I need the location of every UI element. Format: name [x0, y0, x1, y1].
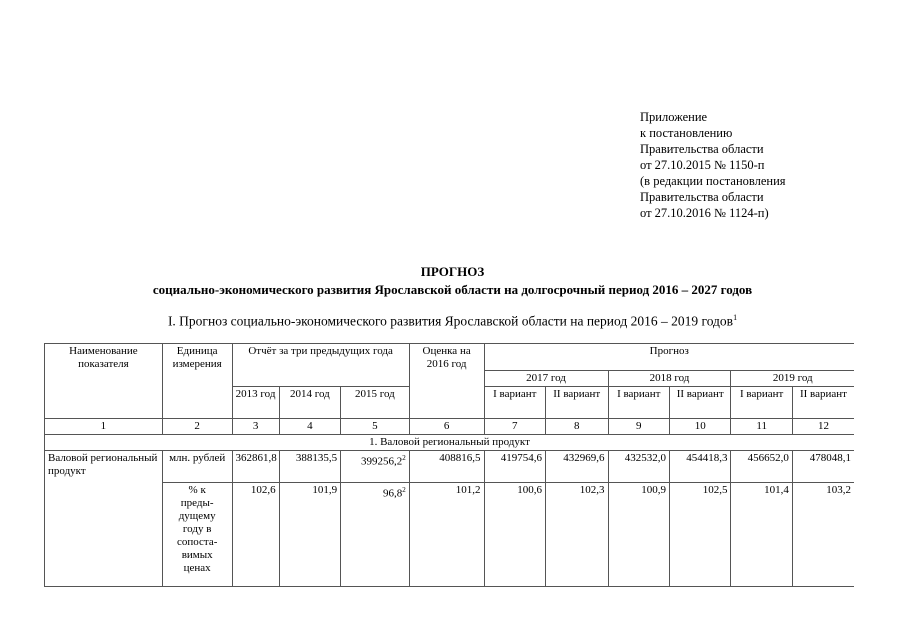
- header-year-2013: 2013 год: [232, 387, 279, 419]
- unit-cell: млн. рублей: [162, 451, 232, 483]
- forecast-table: [44, 343, 854, 587]
- footnote-mark: 2: [402, 454, 406, 462]
- column-number: 3: [232, 419, 279, 435]
- value-cell: 101,9: [279, 483, 340, 587]
- footnote-mark: 2: [402, 486, 406, 494]
- column-number: 9: [608, 419, 669, 435]
- appendix-line: Правительства области: [640, 142, 764, 156]
- value-cell: 456652,0: [731, 451, 792, 483]
- header-forecast: Прогноз: [484, 344, 854, 371]
- header-variant-i: I вариант: [484, 387, 545, 419]
- document-title: ПРОГНОЗ: [420, 264, 485, 279]
- header-estimate: Оценка на 2016 год: [409, 344, 484, 419]
- column-number: 8: [546, 419, 609, 435]
- value-cell-2015: [341, 483, 410, 587]
- document-subtitle: социально-экономического развития Ярославской области на долгосрочный период 2016 – 2027 годов: [152, 282, 753, 297]
- indicator-name: Валовой региональный продукт: [45, 451, 163, 587]
- value-cell: 388135,5: [279, 451, 340, 483]
- header-variant-i: I вариант: [608, 387, 669, 419]
- value-cell: 478048,1: [792, 451, 854, 483]
- column-number: 6: [409, 419, 484, 435]
- header-report: Отчёт за три предыдущих года: [232, 344, 409, 387]
- value-cell: 362861,8: [232, 451, 279, 483]
- unit-cell: % к преды-дущему году в сопоста-вимых ценах: [162, 483, 232, 587]
- appendix-line: Правительства области: [640, 190, 764, 204]
- value-cell: 102,5: [669, 483, 730, 587]
- value-cell: 101,4: [731, 483, 792, 587]
- value-cell: 454418,3: [669, 451, 730, 483]
- column-number: 12: [792, 419, 854, 435]
- header-variant-ii: II вариант: [792, 387, 854, 419]
- value-cell: 101,2: [409, 483, 484, 587]
- header-year-2015: 2015 год: [341, 387, 410, 419]
- header-variant-ii: II вариант: [669, 387, 730, 419]
- column-number: 7: [484, 419, 545, 435]
- column-number: 1: [45, 419, 163, 435]
- header-year-2019: 2019 год: [731, 371, 854, 387]
- header-unit: Единица измерения: [162, 344, 232, 419]
- table-row: [45, 483, 855, 587]
- value-cell: 102,3: [546, 483, 609, 587]
- column-number: 4: [279, 419, 340, 435]
- value-cell: 100,6: [484, 483, 545, 587]
- column-number: 10: [669, 419, 730, 435]
- value-cell: 408816,5: [409, 451, 484, 483]
- table-row: [45, 451, 855, 483]
- header-year-2018: 2018 год: [608, 371, 731, 387]
- section-footnote-mark: 1: [733, 313, 738, 322]
- appendix-line: от 27.10.2016 № 1124-п): [640, 206, 769, 220]
- header-year-2014: 2014 год: [279, 387, 340, 419]
- value-cell: 102,6: [232, 483, 279, 587]
- appendix-line: (в редакции постановления: [640, 174, 786, 188]
- appendix-line: Приложение: [640, 110, 708, 124]
- value-cell: 100,9: [608, 483, 669, 587]
- header-indicator: Наименование показателя: [45, 344, 163, 419]
- section-heading-text: I. Прогноз социально-экономического развития Ярославской области на период 2016 – 2019 годов: [167, 313, 734, 329]
- value-cell: 419754,6: [484, 451, 545, 483]
- column-number-row: [45, 419, 855, 435]
- value-cell: 103,2: [792, 483, 854, 587]
- column-number: 11: [731, 419, 792, 435]
- header-year-2017: 2017 год: [484, 371, 608, 387]
- value-text: 96,8: [382, 487, 403, 500]
- value-text: 399256,2: [360, 455, 403, 468]
- header-variant-i: I вариант: [731, 387, 792, 419]
- appendix-block: [640, 109, 786, 221]
- column-number: 2: [162, 419, 232, 435]
- value-cell: 432532,0: [608, 451, 669, 483]
- appendix-line: к постановлению: [640, 126, 733, 140]
- value-cell: 432969,6: [546, 451, 609, 483]
- header-variant-ii: II вариант: [546, 387, 609, 419]
- appendix-line: от 27.10.2015 № 1150-п: [640, 158, 765, 172]
- value-cell-2015: [341, 451, 410, 483]
- group-title: 1. Валовой региональный продукт: [45, 435, 855, 451]
- column-number: 5: [341, 419, 410, 435]
- section-heading: [0, 313, 905, 330]
